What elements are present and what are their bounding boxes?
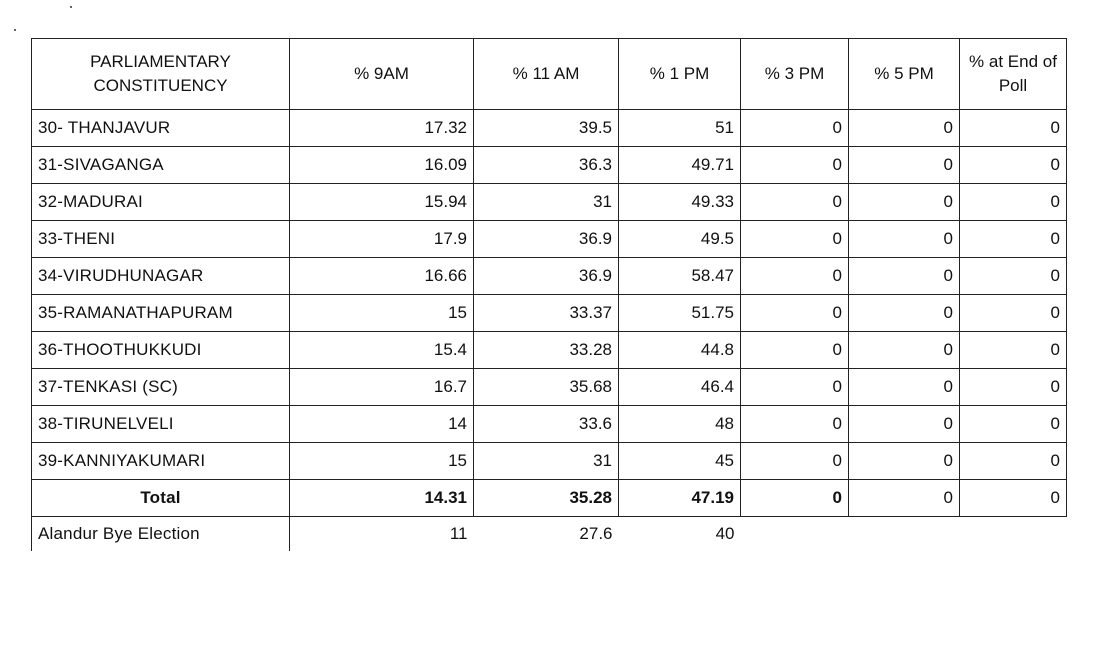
table-row [32, 406, 1067, 443]
turnout-value-cell: 49.5 [619, 221, 741, 258]
turnout-value-cell: 0 [960, 184, 1067, 221]
turnout-value-cell: 0 [960, 443, 1067, 480]
header-11am: % 11 AM [474, 39, 619, 110]
turnout-value-cell: 0 [741, 332, 849, 369]
turnout-value-cell: 0 [849, 258, 960, 295]
empty-cell [741, 517, 849, 552]
constituency-cell: 37-TENKASI (SC) [32, 369, 290, 406]
bye-election-row [32, 517, 1067, 552]
constituency-cell: Total [32, 480, 290, 517]
constituency-cell: 31-SIVAGANGA [32, 147, 290, 184]
turnout-value-cell: 33.6 [474, 406, 619, 443]
turnout-value-cell: 0 [960, 480, 1067, 517]
turnout-value-cell: 39.5 [474, 110, 619, 147]
header-row [32, 39, 1067, 110]
constituency-cell: Alandur Bye Election [32, 517, 290, 552]
turnout-value-cell: 49.71 [619, 147, 741, 184]
turnout-value-cell: 0 [960, 258, 1067, 295]
turnout-value-cell: 0 [741, 184, 849, 221]
turnout-value-cell: 0 [849, 295, 960, 332]
turnout-value-cell: 17.32 [290, 110, 474, 147]
turnout-value-cell: 0 [849, 406, 960, 443]
turnout-value-cell: 0 [741, 443, 849, 480]
table-row [32, 221, 1067, 258]
turnout-value-cell: 35.28 [474, 480, 619, 517]
turnout-value-cell: 0 [849, 221, 960, 258]
turnout-value-cell: 0 [849, 147, 960, 184]
turnout-value-cell: 0 [741, 480, 849, 517]
turnout-value-cell: 0 [849, 184, 960, 221]
constituency-cell: 34-VIRUDHUNAGAR [32, 258, 290, 295]
table-row [32, 258, 1067, 295]
turnout-value-cell: 0 [849, 110, 960, 147]
turnout-value-cell: 0 [741, 295, 849, 332]
empty-cell [960, 517, 1067, 552]
turnout-value-cell: 47.19 [619, 480, 741, 517]
turnout-value-cell: 0 [960, 369, 1067, 406]
turnout-value-cell: 0 [960, 406, 1067, 443]
turnout-value-cell: 0 [741, 147, 849, 184]
turnout-value-cell: 14 [290, 406, 474, 443]
header-9am: % 9AM [290, 39, 474, 110]
table-row [32, 332, 1067, 369]
turnout-value-cell: 44.8 [619, 332, 741, 369]
table-row [32, 184, 1067, 221]
turnout-table [31, 38, 1067, 551]
turnout-value-cell: 27.6 [579, 524, 613, 543]
turnout-value-cell: 36.3 [474, 147, 619, 184]
turnout-value-cell: 0 [741, 369, 849, 406]
turnout-value-cell: 16.7 [290, 369, 474, 406]
constituency-cell: 38-TIRUNELVELI [32, 406, 290, 443]
turnout-value-cell: 15.94 [290, 184, 474, 221]
turnout-value-cell: 0 [849, 332, 960, 369]
total-row [32, 480, 1067, 517]
turnout-value-cell: 0 [960, 295, 1067, 332]
turnout-value-cell: 15 [290, 295, 474, 332]
turnout-value-cell: 14.31 [290, 480, 474, 517]
turnout-value-cell: 58.47 [619, 258, 741, 295]
table-row [32, 110, 1067, 147]
turnout-value-cell: 0 [741, 406, 849, 443]
header-1pm: % 1 PM [619, 39, 741, 110]
turnout-value-cell: 0 [960, 221, 1067, 258]
table-row [32, 295, 1067, 332]
turnout-value-cell: 11 [449, 524, 468, 543]
constituency-cell: 39-KANNIYAKUMARI [32, 443, 290, 480]
turnout-value-cell: 0 [849, 443, 960, 480]
empty-cell [849, 517, 960, 552]
turnout-value-cell: 33.28 [474, 332, 619, 369]
turnout-value-cell: 15 [290, 443, 474, 480]
turnout-value-cell: 48 [619, 406, 741, 443]
header-constituency: PARLIAMENTARY CONSTITUENCY [32, 39, 290, 110]
turnout-value-cell: 0 [741, 221, 849, 258]
turnout-value-cell: 0 [849, 369, 960, 406]
turnout-value-cell: 17.9 [290, 221, 474, 258]
turnout-value-cell: 0 [960, 147, 1067, 184]
constituency-cell: 30- THANJAVUR [32, 110, 290, 147]
turnout-value-cell: 0 [741, 258, 849, 295]
header-3pm: % 3 PM [741, 39, 849, 110]
scan-speck [70, 6, 72, 8]
constituency-cell: 33-THENI [32, 221, 290, 258]
turnout-value-cell: 49.33 [619, 184, 741, 221]
turnout-value-cell: 16.09 [290, 147, 474, 184]
turnout-value-cell: 0 [849, 480, 960, 517]
table-row [32, 147, 1067, 184]
turnout-value-cell: 0 [960, 332, 1067, 369]
table-row [32, 443, 1067, 480]
constituency-cell: 36-THOOTHUKKUDI [32, 332, 290, 369]
turnout-value-cell: 36.9 [474, 221, 619, 258]
scan-speck [14, 29, 16, 31]
turnout-value-cell: 0 [741, 110, 849, 147]
header-end-of-poll: % at End of Poll [960, 39, 1067, 110]
constituency-cell: 32-MADURAI [32, 184, 290, 221]
turnout-value-cell: 33.37 [474, 295, 619, 332]
constituency-cell: 35-RAMANATHAPURAM [32, 295, 290, 332]
turnout-value-cell: 0 [960, 110, 1067, 147]
turnout-value-cell: 46.4 [619, 369, 741, 406]
turnout-value-cell: 15.4 [290, 332, 474, 369]
turnout-value-cell: 31 [474, 184, 619, 221]
turnout-value-cell: 45 [619, 443, 741, 480]
turnout-value-cell: 51 [619, 110, 741, 147]
turnout-value-cell: 51.75 [619, 295, 741, 332]
turnout-value-cell: 36.9 [474, 258, 619, 295]
header-5pm: % 5 PM [849, 39, 960, 110]
turnout-value-cell: 40 [715, 524, 735, 543]
turnout-value-cell: 16.66 [290, 258, 474, 295]
table-row [32, 369, 1067, 406]
turnout-value-cell: 31 [474, 443, 619, 480]
turnout-value-cell: 35.68 [474, 369, 619, 406]
